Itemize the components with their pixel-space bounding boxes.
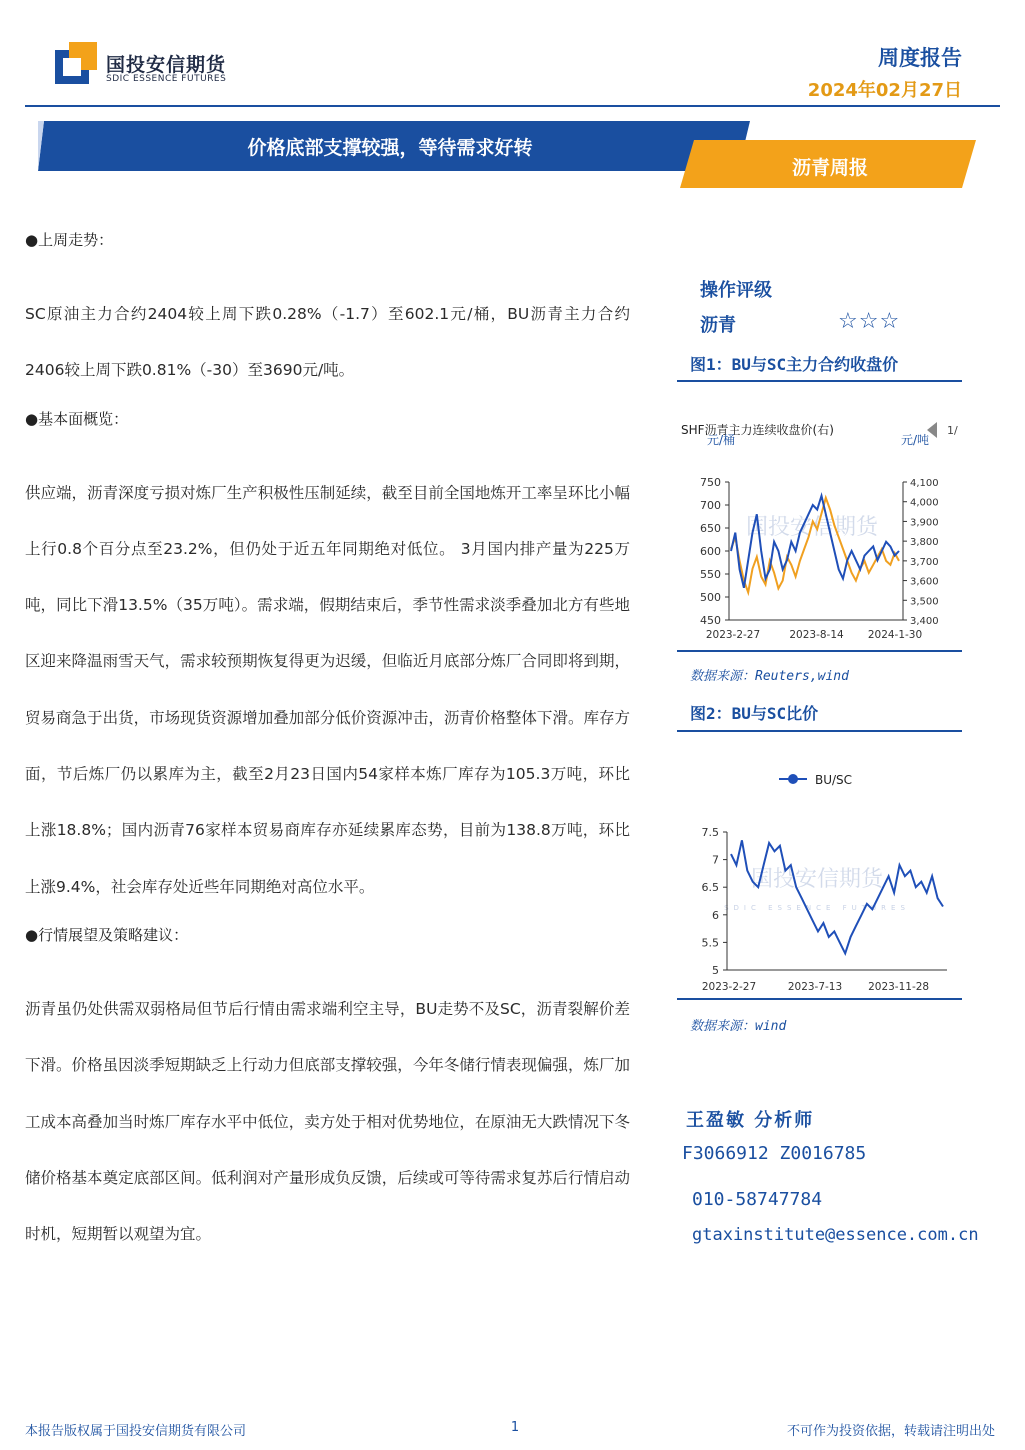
company-logo-mark: [55, 42, 97, 84]
chart1-legend-page: 1/: [947, 424, 958, 437]
chart1-ytick-label-right: 3,800: [910, 537, 939, 549]
chart2-xtick-label: 2023-11-28: [868, 981, 930, 993]
chart1-ytick-label-left: 550: [700, 568, 721, 581]
chart1-ytick-label-left: 700: [700, 499, 721, 512]
figure1-title: 图1：BU与SC主力合约收盘价: [690, 355, 899, 374]
chart1-xtick-label: 2023-2-27: [705, 629, 761, 641]
watermark-text-en: SDIC ESSENCE FUTURES: [724, 904, 910, 912]
chart1-ylabel-left: 元/桶: [707, 433, 736, 447]
chart1-xtick-label: 2024-1-30: [867, 629, 923, 641]
section-heading: ●基本面概览：: [25, 409, 129, 428]
chart1-ytick-label-left: 650: [700, 522, 721, 535]
figure2-chart: [677, 760, 967, 998]
watermark-text: 国投安信期货: [745, 515, 879, 540]
figure2-bottom-rule: [677, 998, 962, 1000]
report-date: 2024年02月27日: [807, 80, 962, 101]
chart2-ytick-label: 6.5: [701, 881, 719, 895]
analyst-phone[interactable]: 010-58747784: [692, 1189, 823, 1210]
chart2-ytick-label: 7: [712, 853, 719, 867]
section-paragraph: 供应端，沥青深度亏损对炼厂生产积极性压制延续，截至目前全国地炼开工率呈环比小幅上行0.8个百分点至23.2%，但仍处于近五年同期绝对低位。 3月国内排产量为225万吨，同比下滑13.5%（35万吨）。需求端，假期结束后，季节性需求淡季叠加北方有些地区迎来降温雨雪天气，需求较预期恢复得更为迟缓，但临近月底部分炼厂合同即将到期，贸易商急于出货，市场现货资源增加叠加部分低价资源冲击，沥青价格整体下滑。库存方面，节后炼厂仍以累库为主，截至2月23日国内54家样本炼厂库存为105.3万吨，环比上涨18.8%；国内沥青76家样本贸易商库存亦延续累库态势，目前为138.8万吨，环比上涨9.4%，社会库存处近些年同期绝对高位水平。: [25, 483, 630, 896]
figure2-title: 图2：BU与SC比价: [690, 704, 819, 723]
chart1-ytick-label-right: 3,600: [910, 576, 939, 588]
chart1-ytick-label-right: 3,700: [910, 556, 939, 568]
section-paragraph: 沥青虽仍处供需双弱格局但节后行情由需求端利空主导，BU走势不及SC，沥青裂解价差下滑。价格虽因淡季短期缺乏上行动力但底部支撑较强，今年冬储行情表现偏强，炼厂加工成本高叠加当时炼厂库存水平中低位，卖方处于相对优势地位，在原油无大跌情况下冬储价格基本奠定底部区间。低利润对产量形成负反馈，后续或可等待需求复苏后行情启动时机，短期暂以观望为宜。: [25, 999, 630, 1244]
chart1-lines: [731, 496, 899, 593]
figure1-chart: [677, 412, 967, 648]
figure2-top-rule: [677, 730, 962, 732]
rating-stars: ☆☆☆: [838, 309, 901, 334]
chart2-legend: BU/SC: [815, 773, 853, 787]
chart1-ytick-label-right: 3,900: [910, 517, 939, 529]
footer-page-number: 1: [510, 1420, 520, 1435]
analyst-license: F3066912 Z0016785: [682, 1143, 867, 1164]
chart1-ytick-label-left: 450: [700, 614, 721, 627]
chart2-xtick-label: 2023-7-13: [787, 981, 843, 993]
chart1-xtick-label: 2023-8-14: [789, 629, 844, 641]
report-category: 沥青周报: [791, 157, 868, 179]
series-line-sc: [731, 496, 899, 588]
company-name-cn: 国投安信期货: [106, 54, 227, 76]
chart1-ytick-label-left: 600: [700, 545, 721, 558]
section-heading: ●上周走势：: [25, 231, 114, 249]
watermark-text: 国投安信期货: [750, 867, 884, 892]
series-line-bu-sc: [731, 840, 943, 953]
chart1-ytick-label-right: 3,500: [910, 596, 939, 608]
header-divider: [25, 105, 1000, 107]
section-paragraph: SC原油主力合约2404较上周下跌0.28%（-1.7）至602.1元/桶，BU沥青主力合约2406较上周下跌0.81%（-30）至3690元/吨。: [25, 305, 630, 380]
analyst-name: 王盈敏 分析师: [686, 1110, 815, 1131]
legend-marker-icon: [788, 774, 798, 784]
chart2-ytick-label: 7.5: [701, 826, 719, 839]
chart1-ytick-label-right: 4,100: [910, 478, 939, 489]
analyst-email[interactable]: gtaxinstitute@essence.com.cn: [692, 1225, 979, 1245]
figure1-bottom-rule: [677, 650, 962, 652]
footer-disclaimer: 不可作为投资依据，转载请注明出处: [786, 1424, 995, 1439]
chart2-lines: [731, 840, 943, 953]
chart2-ytick-label: 5: [712, 964, 719, 977]
main-content: [25, 230, 630, 1262]
chart1-ytick-label-right: 3,400: [910, 616, 939, 627]
company-name-en: SDIC ESSENCE FUTURES: [106, 74, 227, 84]
rating-item: 沥青: [700, 315, 736, 336]
chart1-ylabel-right: 元/吨: [901, 433, 930, 447]
report-title: 价格底部支撑较强，等待需求好转: [247, 137, 533, 159]
chart2-ytick-label: 6: [712, 908, 719, 922]
chart1-ytick-label-left: 500: [700, 591, 721, 604]
chart2-xtick-label: 2023-2-27: [701, 981, 757, 993]
figure1-source: 数据来源：Reuters,wind: [690, 669, 849, 684]
chart1-legend: SHF沥青主力连续收盘价(右): [681, 423, 834, 437]
rating-title: 操作评级: [700, 280, 772, 301]
chart2-ytick-label: 5.5: [701, 936, 719, 950]
figure2-source: 数据来源：wind: [690, 1019, 787, 1034]
report-type: 周度报告: [878, 46, 962, 70]
section-heading: ●行情展望及策略建议：: [25, 925, 189, 944]
chart1-ytick-label-right: 4,000: [910, 497, 939, 509]
chart1-ytick-label-left: 750: [700, 476, 721, 489]
footer-copyright: 本报告版权属于国投安信期货有限公司: [25, 1424, 247, 1439]
figure1-top-rule: [677, 380, 962, 382]
